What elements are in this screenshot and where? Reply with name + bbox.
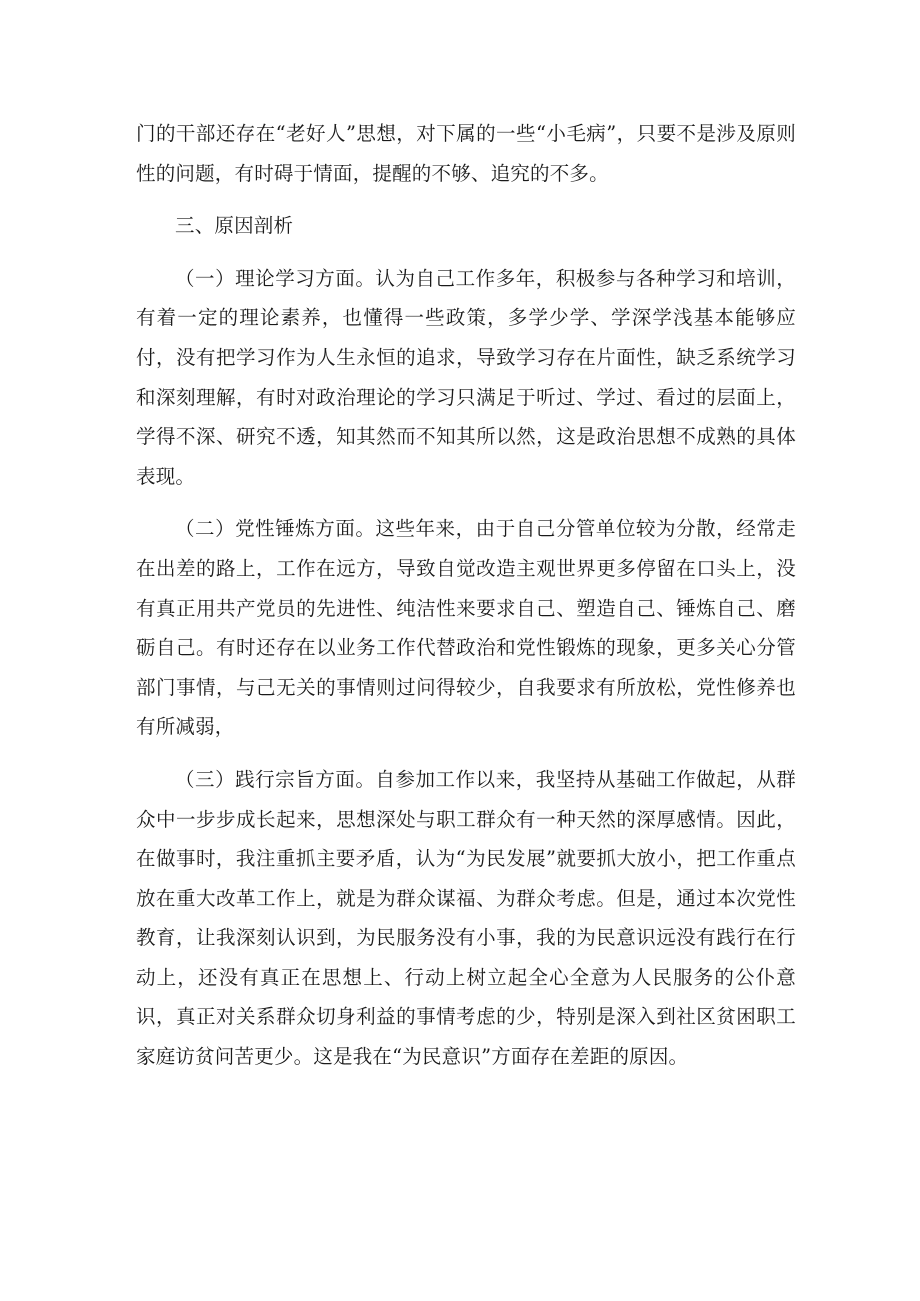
paragraph-party-spirit: （二）党性锤炼方面。这些年来，由于自己分管单位较为分散，经常走在出差的路上，工作在远方，导致自觉改造主观世界更多停留在口头上，没有真正用共产党员的先进性、纯洁性来要求自己、塑造自己、锤炼自己、磨砺自己。有时还存在以业务工作代替政治和党性锻炼的现象，更多关心分管部门事情，与己无关的事情则过问得较少，自我要求有所放松，党性修养也有所减弱， [136, 517, 796, 739]
paragraph-practice-purpose: （三）践行宗旨方面。自参加工作以来，我坚持从基础工作做起，从群众中一步步成长起来，思想深处与职工群众有一种天然的深厚感情。因此，在做事时，我注重抓主要矛盾，认为“为民发展”就要抓大放小，把工作重点放在重大改革工作上，就是为群众谋福、为群众考虑。但是，通过本次党性教育，让我深刻认识到，为民服务没有小事，我的为民意识远没有践行在行动上，还没有真正在思想上、行动上树立起全心全意为人民服务的公仆意识，真正对关系群众切身利益的事情考虑的少，特别是深入到社区贫困职工家庭访贫问苦更少。这是我在“为民意识”方面存在差距的原因。 [136, 767, 796, 1069]
document-body [136, 114, 796, 1077]
section-heading-cause-analysis: 三、原因剖析 [175, 214, 294, 238]
paragraph-theory-study: （一）理论学习方面。认为自己工作多年，积极参与各种学习和培训，有着一定的理论素养，也懂得一些政策，多学少学、学深学浅基本能够应付，没有把学习作为人生永恒的追求，导致学习存在片面性，缺乏系统学习和深刻理解，有时对政治理论的学习只满足于听过、学过、看过的层面上，学得不深、研究不透，知其然而不知其所以然，这是政治思想不成熟的具体表现。 [136, 266, 796, 488]
paragraph-continuation: 门的干部还存在“老好人”思想，对下属的一些“小毛病”，只要不是涉及原则性的问题，有时碍于情面，提醒的不够、追究的不多。 [136, 122, 796, 185]
